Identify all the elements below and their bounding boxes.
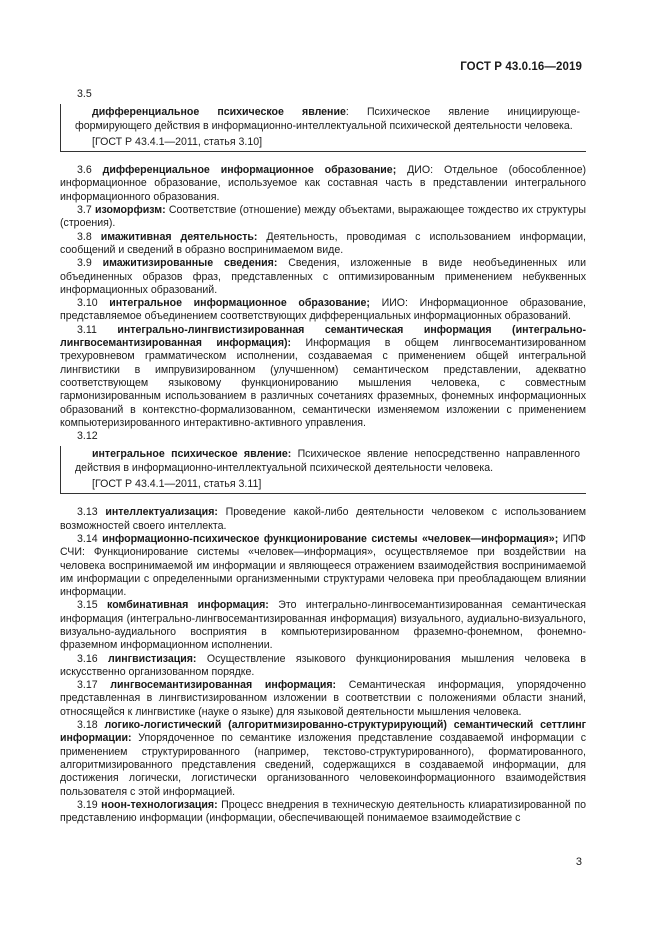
- entry-number: 3.12: [77, 430, 98, 443]
- entry-number: 3.18: [77, 719, 98, 732]
- source-reference: [ГОСТ Р 43.4.1—2011, статья 3.10]: [92, 135, 263, 148]
- term: интегральное информационное образование;: [109, 297, 370, 310]
- entry-number: 3.6: [77, 164, 92, 177]
- entry-number: 3.10: [77, 297, 98, 310]
- term: ноон-технологизация:: [101, 798, 218, 811]
- definition-text: Психическое явление непосредственно направленного действия в информационно-интеллектуальной психической деятельности человека.: [75, 448, 580, 474]
- term-entry: [60, 533, 586, 599]
- term-entry: [60, 204, 586, 231]
- definition-text: Проведение какой-либо деятельности человеком с использованием возможностей своего интеллекта.: [60, 506, 586, 532]
- term: лингвосемантизированная информация:: [110, 679, 337, 692]
- source-reference: [ГОСТ Р 43.4.1—2011, статья 3.11]: [92, 478, 262, 491]
- definition-text: ИПФ СЧИ: Функционирование системы «человек—информация», осуществляемое при воздействии на человека воспринимаемой им информации и являющееся отражением взаимодействия воспринимаемой им информации с определенными организменными структурами человека при преобладающем влиянии информации.: [60, 532, 586, 599]
- entry-number: 3.9: [77, 257, 92, 270]
- term: комбинативная информация:: [107, 599, 269, 612]
- document-header: ГОСТ Р 43.0.16—2019: [460, 61, 582, 73]
- quoted-definition: [75, 448, 580, 475]
- entry-number: 3.17: [77, 679, 98, 692]
- term: имажитизированные сведения:: [102, 257, 278, 270]
- definition-text: : Психическое явление инициирующе-формирующего действия в информационно-интеллектуальной психической деятельности человека.: [75, 106, 580, 132]
- term-entry: [60, 799, 586, 826]
- entries-section-a: [60, 164, 586, 430]
- term: информационно-психическое функционирование системы «человек—информация»;: [102, 532, 559, 545]
- definition-text: Упорядоченное по семантике изложения представление создаваемой информации с применением структурированного (например, текстово-структурированного), форматированного, алгоритмизированного представления сведений, содержащихся в создаваемой информации, для достижения логически, логистически организованного человекоинформационного взаимодействия пользователя с этой информацией.: [60, 732, 586, 798]
- term-entry: [60, 297, 586, 324]
- term-entry: [60, 164, 586, 204]
- entry-number: 3.14: [77, 532, 98, 545]
- quoted-definition-box: [60, 446, 586, 494]
- term-entry: [60, 257, 586, 297]
- term-entry: [60, 679, 586, 719]
- definition-text: Семантическая информация, упорядоченно представленная в лингвистизированном изложении в соответствии с положениями области знаний, относящейся к лингвистике (науке о языке) для языковой деятельности мышления человека.: [60, 679, 586, 718]
- page-number: 3: [575, 856, 582, 868]
- term: дифференциальное психическое явление: [92, 106, 346, 119]
- entry-number: 3.19: [77, 798, 98, 811]
- definition-text: Осуществление языкового функционирования мышления человека в искусственно организованном порядке.: [60, 652, 586, 678]
- term-entry: [60, 231, 586, 258]
- entries-section-b: [60, 506, 586, 825]
- entry-number: 3.13: [77, 506, 98, 519]
- term-entry: [60, 719, 586, 799]
- quoted-definition-box: [60, 104, 586, 152]
- term-entry: [60, 506, 586, 533]
- definition-text: Соответствие (отношение) между объектами, выражающее тождество их структуры (строения).: [60, 204, 586, 230]
- term-entry: [60, 599, 586, 652]
- term: интеллектуализация:: [105, 506, 218, 519]
- term: изоморфизм:: [94, 204, 166, 217]
- term-entry: [60, 653, 586, 680]
- term: дифференциальное информационное образование;: [102, 164, 397, 177]
- definition-text: ДИО: Отдельное (обособленное) информационное образование, используемое как составная часть в представлении интегрального информационного образования.: [60, 164, 586, 203]
- term: интегрально-лингвистизированная семантическая информация (интегрально-лингвосемантизированная информация):: [60, 323, 586, 350]
- definition-text: Сведения, изложенные в виде необъединенных или объединенных образов фраз, представленных с оптимизированным применением небуквенных информационных образований.: [60, 257, 586, 296]
- entry-number: 3.7: [77, 204, 92, 217]
- entry-number: 3.5: [77, 88, 92, 100]
- definition-text: ИИО: Информационное образование, представляемое объединением соответствующих дифференциальных информационных образований.: [60, 297, 586, 323]
- entry-number: 3.11: [77, 323, 97, 336]
- definition-text: Информация в общем лингвосемантизированном трехуровневом грамматическом исполнении, создаваемая с применением общей интегральной лингвистики в импрувизированном (улучшенном) семантическом представлении, адекватно соответствующем языковому функционированию мышления человека, с совместным гармонизированным использованием в различных сочетаниях фраземных, фонемных информационных образований в контекстно-формализованном, семантически изменяемом изложении с применением компьютеризированного интерактивно-активного управления.: [60, 337, 586, 429]
- term-entry: [60, 324, 586, 430]
- term: лингвистизация:: [108, 652, 197, 665]
- definition-text: Это интегрально-лингвосемантизированная семантическая информация (интегрально-лингвосемантизированная информация) визуального, аудиально-визуального, визуально-аудиального восприятия в компьютеризированном фраземно-фонемном, фонемно-фраземном информационном исполнении.: [60, 599, 586, 652]
- term: интегральное психическое явление:: [92, 448, 292, 461]
- definition-text: Деятельность, проводимая с использованием информации, сообщений и сведений в образно воспринимаемом виде.: [60, 230, 586, 256]
- definition-text: Процесс внедрения в техническую деятельность клиаратизированной по представлению информации (информации, обеспечивающей понимаемое взаимодействие с: [60, 798, 586, 825]
- entry-number: 3.15: [77, 599, 98, 612]
- term: логико-логистический (алгоритмизированно-структурирующий) семантический сеттлинг информации:: [60, 719, 587, 745]
- entry-number: 3.8: [77, 230, 92, 243]
- quoted-definition: [75, 106, 580, 133]
- document-body: [60, 88, 586, 825]
- entry-number: 3.16: [77, 652, 98, 665]
- term: имажитивная деятельность:: [100, 230, 258, 243]
